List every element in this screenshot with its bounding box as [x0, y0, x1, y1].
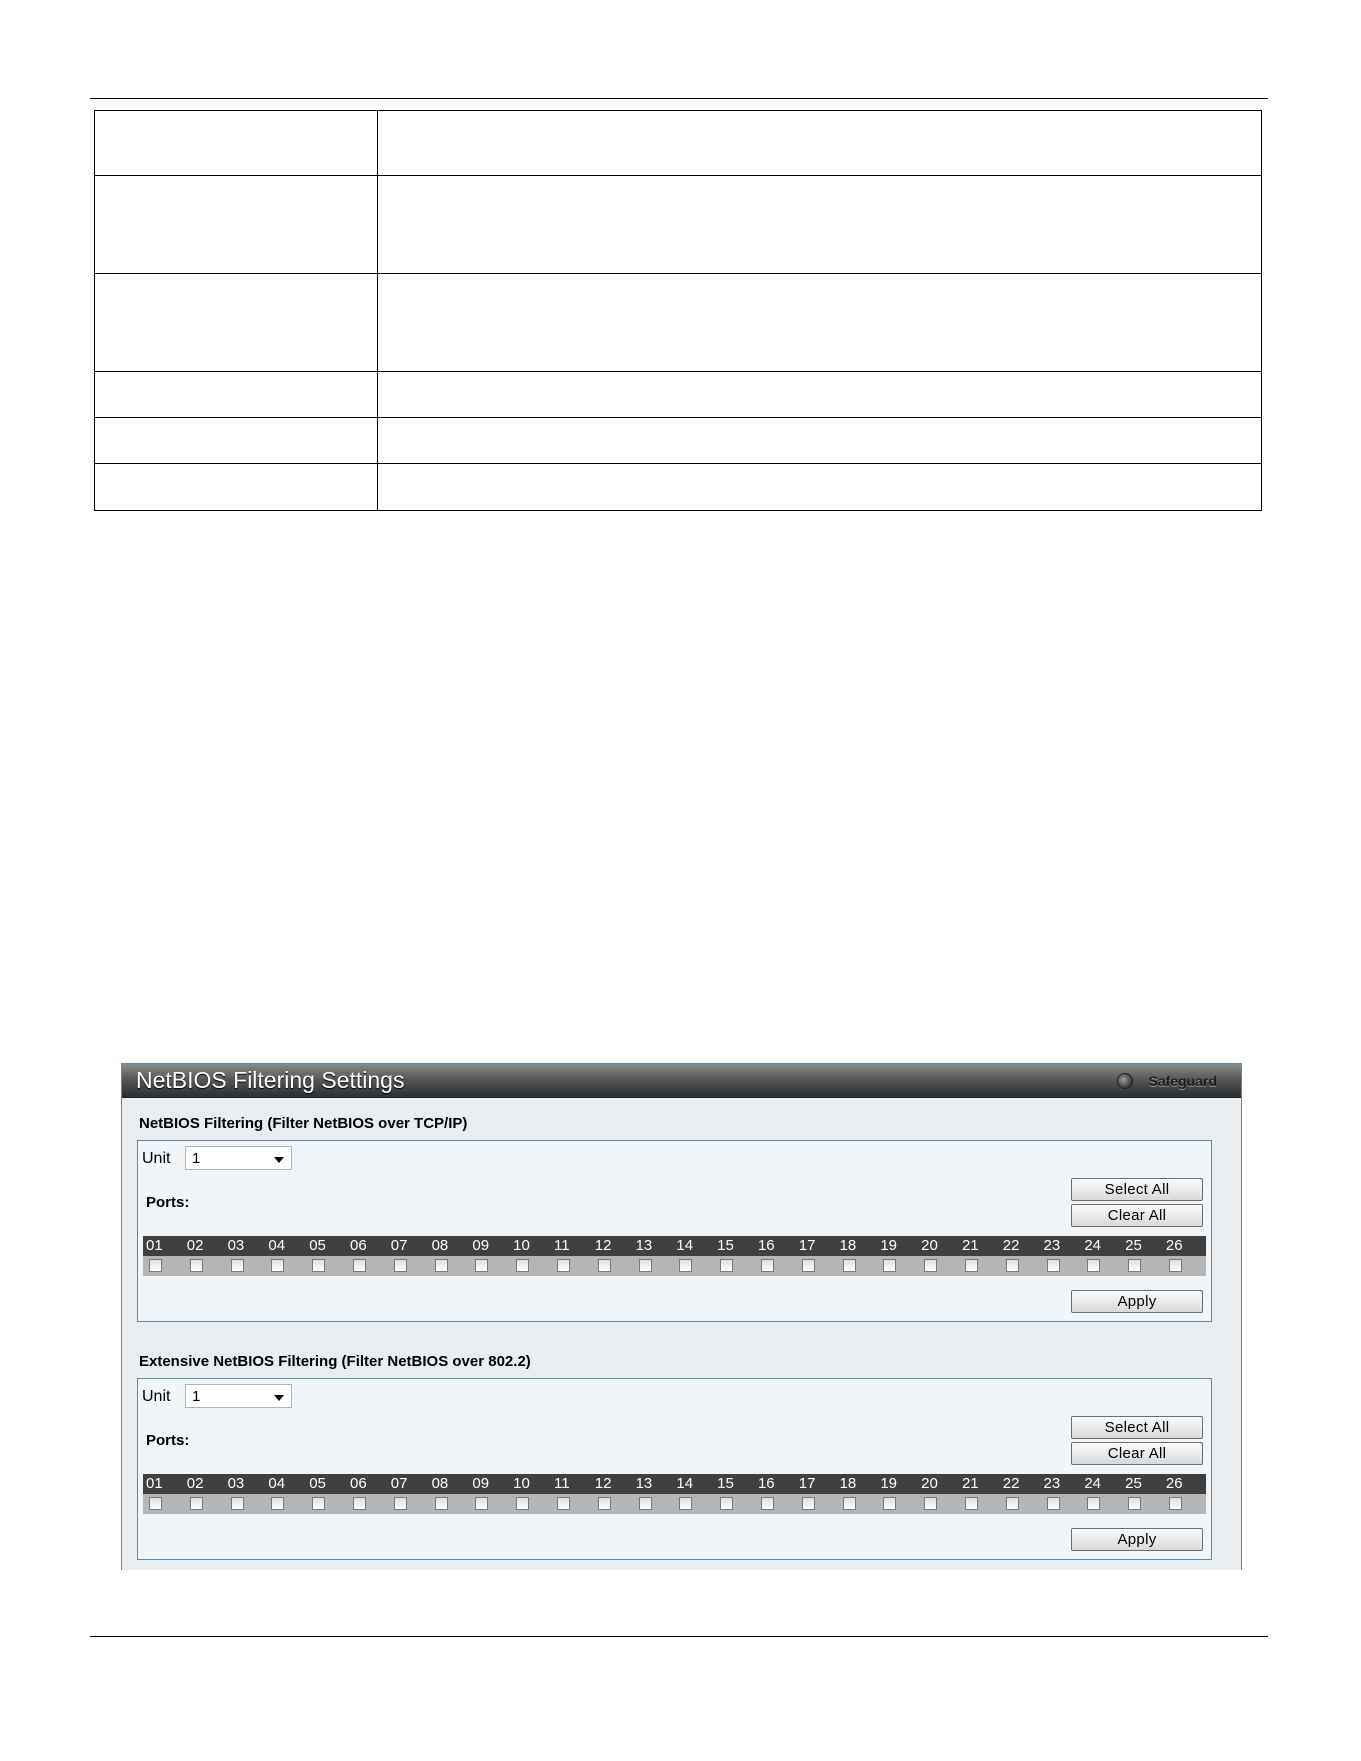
port-number-label: 21 — [961, 1237, 979, 1254]
clear-all-button[interactable]: Clear All — [1071, 1204, 1203, 1227]
port-cell — [429, 1494, 470, 1514]
ports-label: Ports: — [146, 1432, 190, 1449]
port-number-label: 20 — [921, 1237, 938, 1254]
port-cell — [225, 1256, 266, 1276]
table-cell — [378, 176, 1262, 274]
port-number-label: 10 — [513, 1237, 530, 1254]
port-cell — [1163, 1256, 1204, 1276]
port-checkbox[interactable] — [965, 1259, 978, 1272]
port-number-label: 25 — [1125, 1237, 1142, 1254]
netbios-filtering-panel — [121, 1063, 1242, 1570]
apply-button[interactable]: Apply — [1071, 1290, 1203, 1313]
port-cell — [347, 1494, 388, 1514]
section-box-tcpip — [137, 1140, 1212, 1322]
port-cell — [225, 1494, 266, 1514]
port-checkbox[interactable] — [924, 1497, 937, 1510]
unit-label: Unit — [142, 1388, 171, 1405]
port-number-label: 16 — [757, 1475, 775, 1492]
table-row — [95, 418, 1262, 464]
chevron-down-icon — [274, 1395, 284, 1401]
port-cell — [388, 1494, 429, 1514]
table-cell — [95, 176, 378, 274]
port-cell — [755, 1494, 796, 1514]
port-cell — [265, 1256, 306, 1276]
port-checkbox[interactable] — [802, 1259, 815, 1272]
port-number-label: 11 — [553, 1475, 570, 1492]
port-cell — [1000, 1256, 1041, 1276]
table-row — [95, 176, 1262, 274]
port-number-label: 12 — [594, 1475, 612, 1492]
port-number-label: 04 — [268, 1237, 286, 1254]
port-checkbox[interactable] — [353, 1259, 366, 1272]
table-cell — [378, 418, 1262, 464]
table-cell — [378, 372, 1262, 418]
port-number-label: 17 — [798, 1237, 816, 1254]
page-header-rule — [90, 98, 1268, 99]
port-cell — [306, 1494, 347, 1514]
port-grid — [143, 1236, 1206, 1276]
port-cell — [388, 1256, 429, 1276]
table-cell — [95, 372, 378, 418]
port-number-label: 14 — [676, 1237, 694, 1254]
port-checkbox[interactable] — [190, 1497, 203, 1510]
port-cell — [1041, 1256, 1082, 1276]
port-cell — [510, 1256, 551, 1276]
port-checkbox[interactable] — [271, 1259, 284, 1272]
port-checkbox[interactable] — [435, 1497, 448, 1510]
port-checkbox[interactable] — [1006, 1497, 1019, 1510]
table-cell — [95, 111, 378, 176]
port-checkbox-row — [143, 1256, 1206, 1276]
port-cell — [918, 1256, 959, 1276]
port-checkbox[interactable] — [598, 1259, 611, 1272]
port-number-label: 07 — [390, 1475, 408, 1492]
port-number-label: 05 — [309, 1237, 326, 1254]
port-cell — [510, 1494, 551, 1514]
port-checkbox[interactable] — [761, 1259, 774, 1272]
port-checkbox[interactable] — [557, 1497, 570, 1510]
port-number-label: 11 — [553, 1237, 570, 1254]
port-checkbox-row — [143, 1494, 1206, 1514]
port-number-label: 01 — [146, 1237, 163, 1254]
port-checkbox[interactable] — [720, 1497, 733, 1510]
select-all-button[interactable]: Select All — [1071, 1178, 1203, 1201]
port-checkbox[interactable] — [394, 1497, 407, 1510]
port-cell — [1081, 1494, 1122, 1514]
port-cell — [184, 1494, 225, 1514]
port-cell — [633, 1256, 674, 1276]
port-checkbox[interactable] — [1169, 1497, 1182, 1510]
table-cell — [95, 274, 378, 372]
table-cell — [378, 111, 1262, 176]
port-checkbox[interactable] — [271, 1497, 284, 1510]
port-checkbox[interactable] — [1047, 1259, 1060, 1272]
port-cell — [592, 1256, 633, 1276]
port-checkbox[interactable] — [516, 1259, 529, 1272]
port-cell — [796, 1494, 837, 1514]
section-box-8022 — [137, 1378, 1212, 1560]
port-cell — [143, 1256, 184, 1276]
port-cell — [143, 1494, 184, 1514]
port-number-label: 19 — [880, 1237, 898, 1254]
unit-select[interactable] — [185, 1146, 292, 1170]
port-number-label: 08 — [431, 1475, 449, 1492]
port-number-label: 18 — [839, 1475, 857, 1492]
table-row — [95, 372, 1262, 418]
port-checkbox[interactable] — [1006, 1259, 1019, 1272]
unit-select-value: 1 — [192, 1388, 201, 1405]
port-number-label: 03 — [227, 1475, 245, 1492]
port-checkbox[interactable] — [1047, 1497, 1060, 1510]
port-number-label: 15 — [717, 1237, 734, 1254]
safeguard-label: Safeguard — [1148, 1073, 1217, 1089]
port-checkbox[interactable] — [149, 1259, 162, 1272]
port-number-label: 08 — [431, 1237, 449, 1254]
table-cell — [378, 274, 1262, 372]
port-number-label: 09 — [472, 1475, 490, 1492]
port-checkbox[interactable] — [1169, 1259, 1182, 1272]
port-cell — [551, 1256, 592, 1276]
port-number-label: 05 — [309, 1475, 326, 1492]
port-number-label: 09 — [472, 1237, 490, 1254]
port-cell — [1122, 1256, 1163, 1276]
page-footer-rule — [90, 1636, 1268, 1637]
port-cell — [714, 1256, 755, 1276]
port-checkbox[interactable] — [1128, 1497, 1141, 1510]
port-cell — [469, 1494, 510, 1514]
port-checkbox[interactable] — [679, 1497, 692, 1510]
table-row — [95, 111, 1262, 176]
port-checkbox[interactable] — [639, 1259, 652, 1272]
port-checkbox[interactable] — [1087, 1497, 1100, 1510]
port-cell — [1122, 1494, 1163, 1514]
table-cell — [95, 464, 378, 511]
apply-button[interactable]: Apply — [1071, 1528, 1203, 1551]
port-number-label: 13 — [635, 1475, 653, 1492]
ports-label: Ports: — [146, 1194, 190, 1211]
port-checkbox[interactable] — [231, 1259, 244, 1272]
port-number-label: 26 — [1165, 1475, 1183, 1492]
port-number-label: 19 — [880, 1475, 898, 1492]
port-number-label: 16 — [757, 1237, 775, 1254]
port-number-label: 22 — [1002, 1475, 1020, 1492]
port-checkbox[interactable] — [802, 1497, 815, 1510]
port-cell — [877, 1494, 918, 1514]
port-cell — [633, 1494, 674, 1514]
port-number-label: 02 — [186, 1237, 204, 1254]
port-checkbox[interactable] — [312, 1259, 325, 1272]
port-checkbox[interactable] — [1087, 1259, 1100, 1272]
port-cell — [592, 1494, 633, 1514]
port-number-label: 20 — [921, 1475, 938, 1492]
port-checkbox[interactable] — [1128, 1259, 1141, 1272]
port-number-label: 24 — [1084, 1237, 1102, 1254]
port-checkbox[interactable] — [720, 1259, 733, 1272]
section-title-8022: Extensive NetBIOS Filtering (Filter NetBIOS over 802.2) — [139, 1353, 531, 1370]
port-checkbox[interactable] — [231, 1497, 244, 1510]
port-checkbox[interactable] — [516, 1497, 529, 1510]
port-number-label: 24 — [1084, 1475, 1102, 1492]
port-number-label: 10 — [513, 1475, 530, 1492]
table-cell — [378, 464, 1262, 511]
port-cell — [877, 1256, 918, 1276]
description-table — [94, 110, 1262, 511]
port-cell — [306, 1256, 347, 1276]
port-cell — [673, 1256, 714, 1276]
chevron-down-icon — [274, 1157, 284, 1163]
port-checkbox[interactable] — [883, 1497, 896, 1510]
port-grid — [143, 1474, 1206, 1514]
port-cell — [1081, 1256, 1122, 1276]
port-cell — [796, 1256, 837, 1276]
port-number-label: 02 — [186, 1475, 204, 1492]
port-number-label: 18 — [839, 1237, 857, 1254]
port-checkbox[interactable] — [843, 1497, 856, 1510]
port-number-label: 01 — [146, 1475, 163, 1492]
port-checkbox[interactable] — [475, 1497, 488, 1510]
port-number-label: 22 — [1002, 1237, 1020, 1254]
port-number-label: 06 — [349, 1475, 367, 1492]
port-number-label: 26 — [1165, 1237, 1183, 1254]
port-number-label: 21 — [961, 1475, 979, 1492]
port-cell — [673, 1494, 714, 1514]
port-number-row — [143, 1474, 1206, 1494]
section-title-tcpip: NetBIOS Filtering (Filter NetBIOS over TCP/IP) — [139, 1115, 468, 1132]
panel-header — [122, 1064, 1241, 1098]
port-cell — [469, 1256, 510, 1276]
port-number-label: 15 — [717, 1475, 734, 1492]
port-number-label: 23 — [1043, 1237, 1061, 1254]
port-cell — [1163, 1494, 1204, 1514]
port-cell — [1000, 1494, 1041, 1514]
port-checkbox[interactable] — [353, 1497, 366, 1510]
port-cell — [837, 1256, 878, 1276]
port-number-label: 14 — [676, 1475, 694, 1492]
port-checkbox[interactable] — [965, 1497, 978, 1510]
table-row — [95, 464, 1262, 511]
port-cell — [347, 1256, 388, 1276]
port-cell — [714, 1494, 755, 1514]
port-cell — [429, 1256, 470, 1276]
port-cell — [837, 1494, 878, 1514]
port-checkbox[interactable] — [475, 1259, 488, 1272]
port-number-label: 17 — [798, 1475, 816, 1492]
port-number-label: 12 — [594, 1237, 612, 1254]
port-checkbox[interactable] — [639, 1497, 652, 1510]
port-cell — [184, 1256, 225, 1276]
port-cell — [755, 1256, 796, 1276]
port-number-label: 04 — [268, 1475, 286, 1492]
port-checkbox[interactable] — [679, 1259, 692, 1272]
port-cell — [959, 1494, 1000, 1514]
port-checkbox[interactable] — [924, 1259, 937, 1272]
port-cell — [918, 1494, 959, 1514]
table-row — [95, 274, 1262, 372]
unit-select-value: 1 — [192, 1150, 201, 1167]
port-number-label: 06 — [349, 1237, 367, 1254]
port-cell — [1041, 1494, 1082, 1514]
port-number-label: 07 — [390, 1237, 408, 1254]
port-checkbox[interactable] — [598, 1497, 611, 1510]
port-number-label: 03 — [227, 1237, 245, 1254]
port-checkbox[interactable] — [557, 1259, 570, 1272]
port-checkbox[interactable] — [883, 1259, 896, 1272]
select-all-button[interactable]: Select All — [1071, 1416, 1203, 1439]
port-cell — [959, 1256, 1000, 1276]
port-checkbox[interactable] — [149, 1497, 162, 1510]
port-checkbox[interactable] — [312, 1497, 325, 1510]
port-checkbox[interactable] — [435, 1259, 448, 1272]
port-checkbox[interactable] — [190, 1259, 203, 1272]
port-cell — [265, 1494, 306, 1514]
port-checkbox[interactable] — [843, 1259, 856, 1272]
port-number-label: 23 — [1043, 1475, 1061, 1492]
port-number-label: 13 — [635, 1237, 653, 1254]
clear-all-button[interactable]: Clear All — [1071, 1442, 1203, 1465]
table-cell — [95, 418, 378, 464]
port-number-label: 25 — [1125, 1475, 1142, 1492]
port-number-row — [143, 1236, 1206, 1256]
port-cell — [551, 1494, 592, 1514]
port-checkbox[interactable] — [761, 1497, 774, 1510]
panel-title: NetBIOS Filtering Settings — [136, 1067, 405, 1093]
unit-select[interactable] — [185, 1384, 292, 1408]
safeguard-indicator-icon — [1117, 1073, 1133, 1089]
port-checkbox[interactable] — [394, 1259, 407, 1272]
unit-label: Unit — [142, 1150, 171, 1167]
